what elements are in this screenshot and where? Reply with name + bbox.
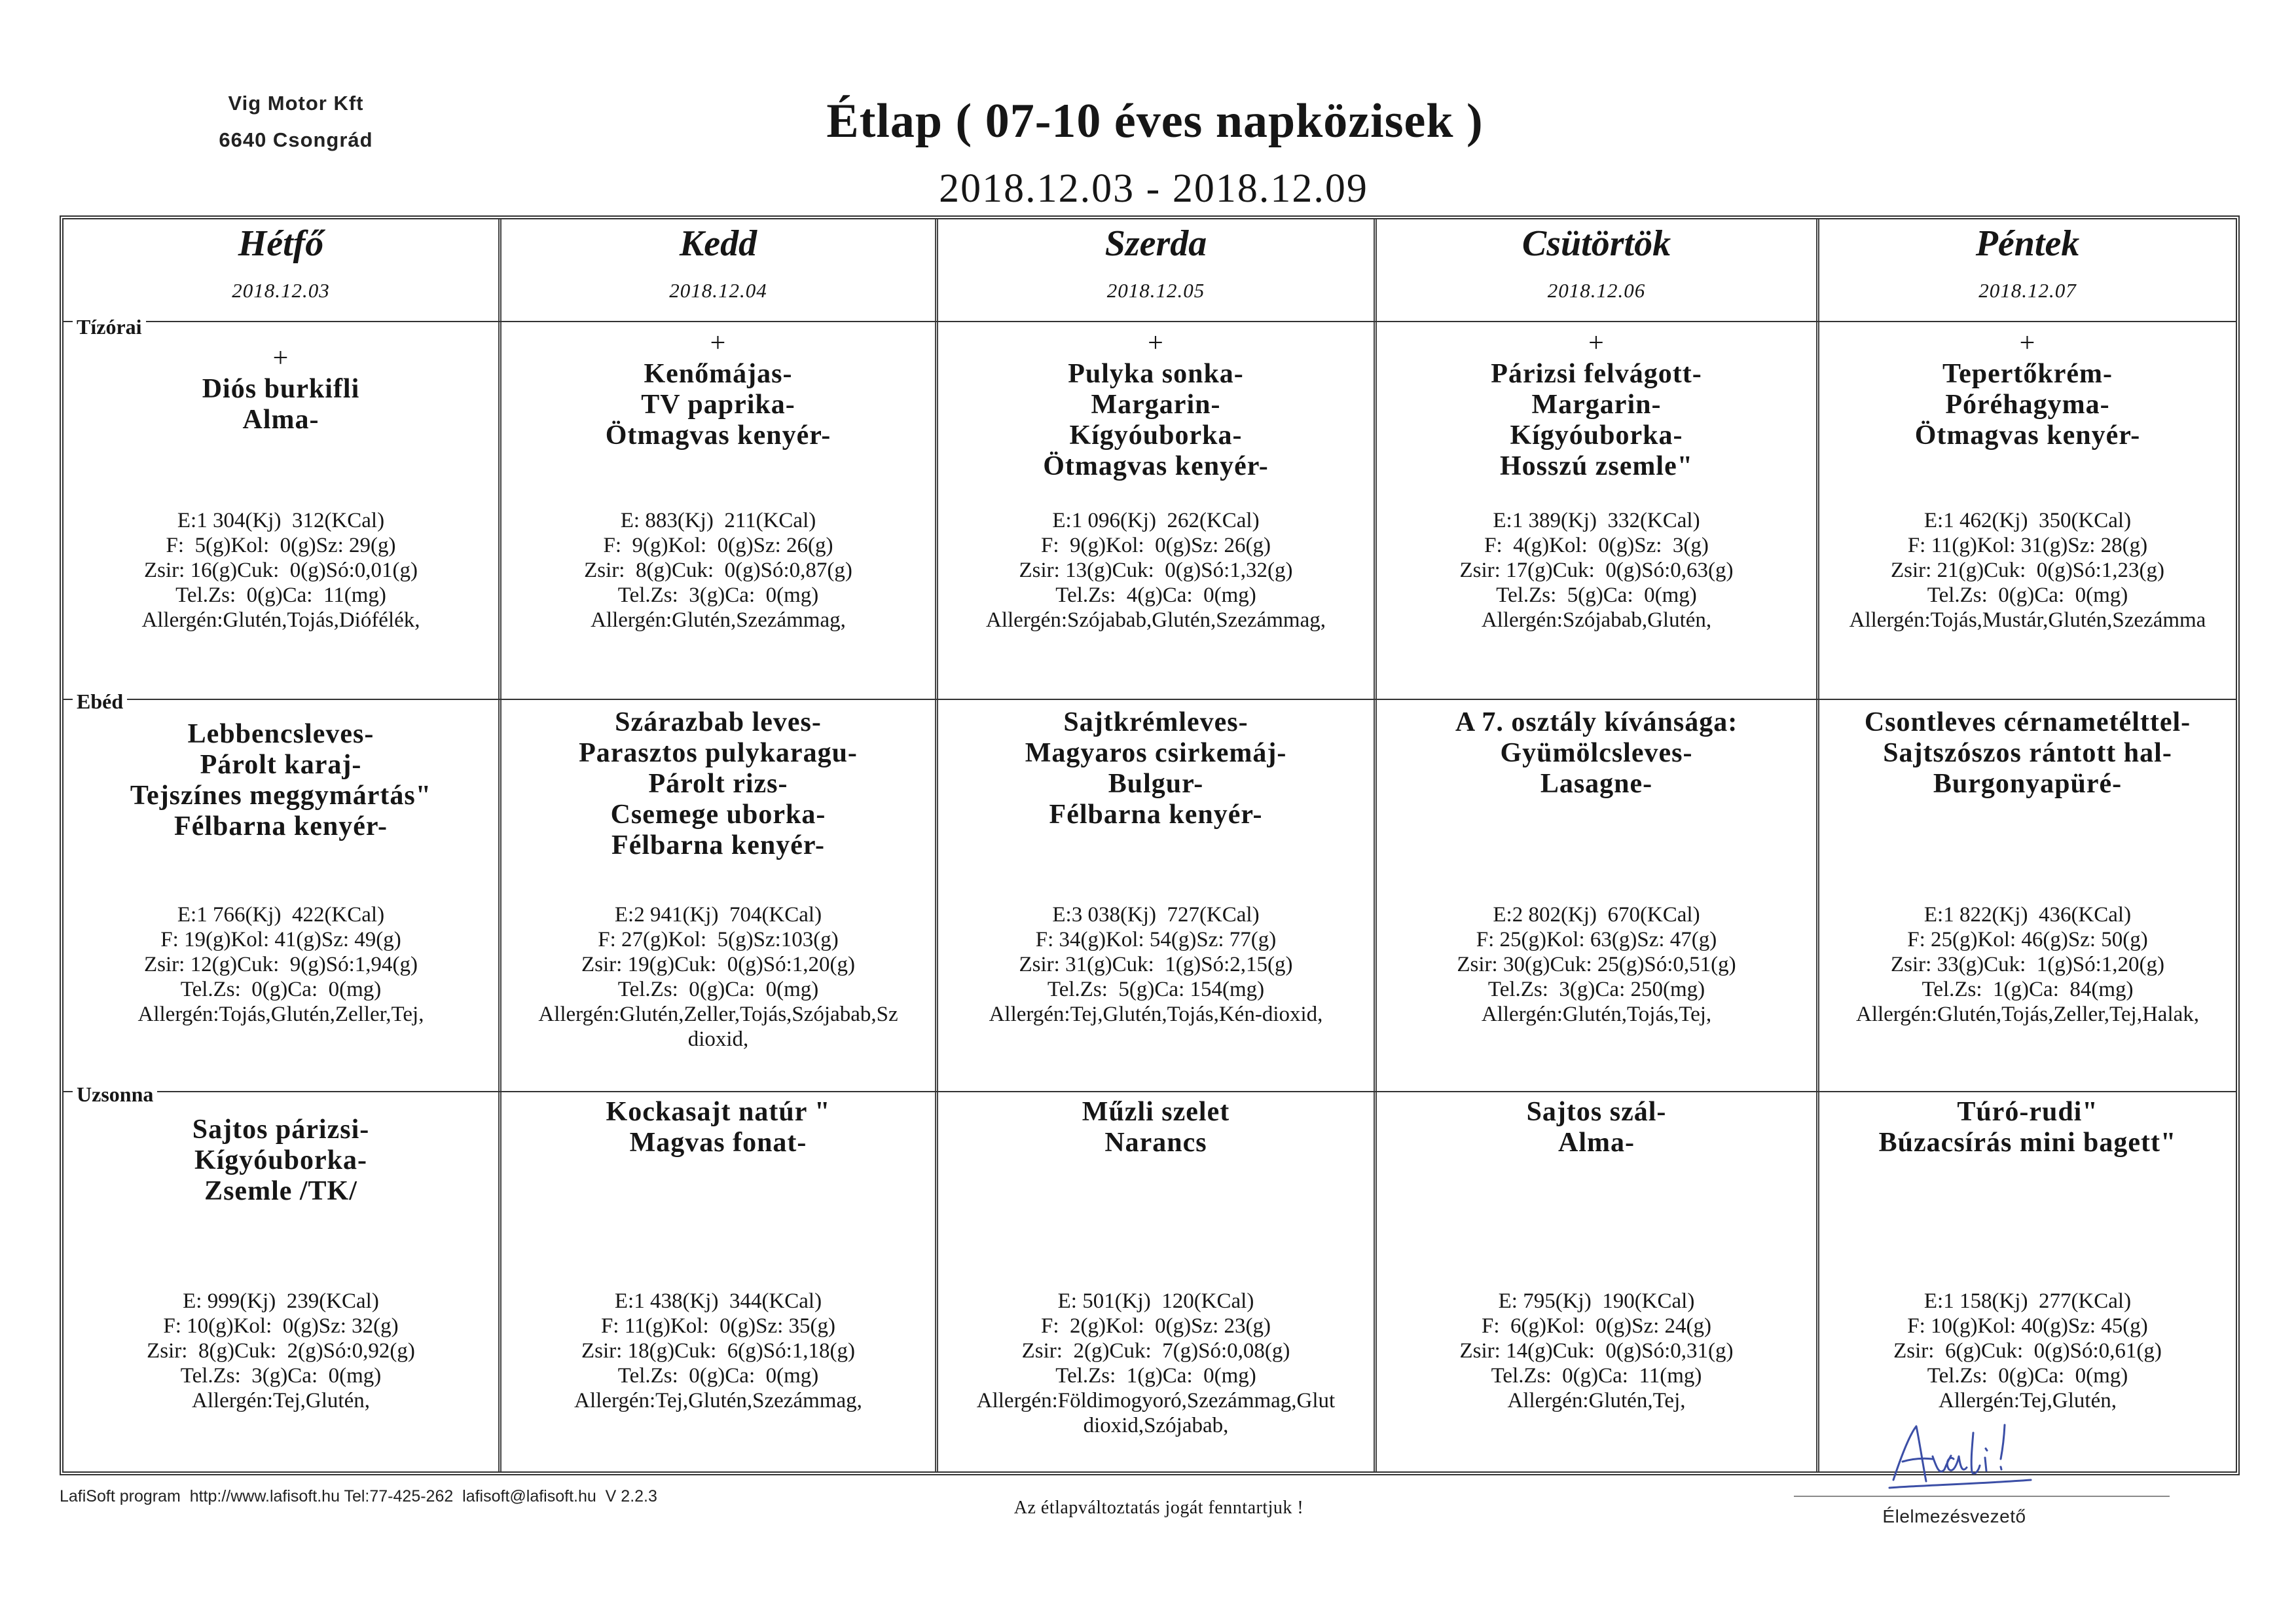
- menu-table: [60, 215, 2240, 1475]
- menu-items: [1377, 328, 1816, 482]
- nutrition-line: F: 4(g)Kol: 0(g)Sz: 3(g): [1484, 534, 1709, 557]
- nutrition-line: Zsir: 33(g)Cuk: 1(g)Só:1,20(g): [1891, 953, 2164, 976]
- nutrition-line: Zsir: 19(g)Cuk: 0(g)Só:1,20(g): [581, 953, 855, 976]
- food-item: Margarin-: [1531, 390, 1662, 420]
- nutrition-line: E:1 158(Kj) 277(KCal): [1923, 1289, 2132, 1313]
- nutrition-line: E:1 766(Kj) 422(KCal): [177, 903, 385, 927]
- nutrition-line: Tel.Zs: 0(g)Ca: 0(mg): [1927, 583, 2128, 607]
- food-item: Szárazbab leves-: [615, 707, 822, 737]
- nutrition-line: Tel.Zs: 4(g)Ca: 0(mg): [1055, 583, 1256, 607]
- nutrition-line: Zsir: 18(g)Cuk: 6(g)Só:1,18(g): [581, 1339, 855, 1363]
- meal-label-tizorai: Tízórai: [73, 315, 146, 339]
- nutrition-block: [64, 1289, 498, 1413]
- food-item: Póréhagyma-: [1945, 390, 2110, 420]
- nutrition-line: dioxid,: [687, 1027, 749, 1051]
- nutrition-line: Tel.Zs: 0(g)Ca: 0(mg): [617, 1364, 819, 1388]
- section-divider: [64, 321, 2236, 322]
- nutrition-line: Allergén:Tojás,Glutén,Zeller,Tej,: [137, 1003, 424, 1026]
- plus-sign: +: [2019, 328, 2036, 358]
- nutrition-line: F: 9(g)Kol: 0(g)Sz: 26(g): [603, 534, 833, 557]
- food-item: Párizsi felvágott-: [1491, 359, 1702, 389]
- food-item: Kígyóuborka-: [1510, 420, 1683, 451]
- food-item: Lasagne-: [1540, 769, 1653, 799]
- nutrition-block: [1377, 508, 1816, 633]
- section-divider: [64, 699, 2236, 700]
- nutrition-line: E:1 822(Kj) 436(KCal): [1923, 903, 2132, 927]
- nutrition-line: Zsir: 6(g)Cuk: 0(g)Só:0,61(g): [1893, 1339, 2162, 1363]
- nutrition-line: Zsir: 16(g)Cuk: 0(g)Só:0,01(g): [144, 559, 418, 582]
- food-item: Félbarna kenyér-: [611, 830, 825, 860]
- nutrition-line: Tel.Zs: 0(g)Ca: 0(mg): [1927, 1364, 2128, 1388]
- nutrition-line: E: 883(Kj) 211(KCal): [620, 509, 816, 532]
- day-name: Kedd: [679, 223, 757, 264]
- nutrition-line: E:1 438(Kj) 344(KCal): [614, 1289, 822, 1313]
- nutrition-line: Zsir: 14(g)Cuk: 0(g)Só:0,31(g): [1459, 1339, 1734, 1363]
- nutrition-line: Tel.Zs: 3(g)Ca: 250(mg): [1487, 978, 1705, 1001]
- menu-items: [1819, 707, 2236, 800]
- nutrition-line: F: 11(g)Kol: 31(g)Sz: 28(g): [1907, 534, 2148, 557]
- day-date: 2018.12.04: [669, 279, 767, 302]
- food-item: Magvas fonat-: [629, 1128, 807, 1158]
- day-name: Csütörtök: [1522, 223, 1671, 264]
- food-item: Félbarna kenyér-: [174, 811, 388, 841]
- nutrition-line: F: 6(g)Kol: 0(g)Sz: 24(g): [1481, 1314, 1712, 1338]
- food-item: Párolt karaj-: [200, 750, 362, 780]
- nutrition-line: F: 10(g)Kol: 40(g)Sz: 45(g): [1907, 1314, 2148, 1338]
- nutrition-line: E:2 941(Kj) 704(KCal): [614, 903, 822, 927]
- menu-items: [64, 719, 498, 842]
- nutrition-line: E: 999(Kj) 239(KCal): [183, 1289, 379, 1313]
- food-item: Burgonyapüré-: [1933, 769, 2123, 799]
- day-name: Szerda: [1104, 223, 1207, 264]
- nutrition-line: Allergén:Tej,Glutén,: [1938, 1389, 2117, 1412]
- day-column: [1374, 219, 1816, 1471]
- day-column: [935, 219, 1374, 1471]
- nutrition-line: E:3 038(Kj) 727(KCal): [1052, 903, 1260, 927]
- nutrition-line: Zsir: 13(g)Cuk: 0(g)Só:1,32(g): [1019, 559, 1293, 582]
- nutrition-line: F: 2(g)Kol: 0(g)Sz: 23(g): [1040, 1314, 1271, 1338]
- food-item: Kígyóuborka-: [1069, 420, 1243, 451]
- nutrition-block: [64, 508, 498, 633]
- nutrition-line: Allergén:Glutén,Tojás,Tej,: [1481, 1003, 1712, 1026]
- nutrition-line: F: 25(g)Kol: 63(g)Sz: 47(g): [1476, 928, 1717, 951]
- food-item: Hosszú zsemle": [1499, 451, 1694, 481]
- nutrition-line: Allergén:Tojás,Mustár,Glutén,Szezámma: [1849, 608, 2206, 632]
- nutrition-line: Tel.Zs: 0(g)Ca: 11(mg): [175, 583, 386, 607]
- food-item: Magyaros csirkemáj-: [1025, 738, 1287, 768]
- nutrition-line: Allergén:Földimogyoró,Szezámmag,Glut: [976, 1389, 1336, 1412]
- nutrition-line: Allergén:Glutén,Zeller,Tojás,Szójabab,Sz: [538, 1003, 898, 1026]
- menu-items: [501, 1097, 935, 1158]
- nutrition-line: Zsir: 30(g)Cuk: 25(g)Só:0,51(g): [1457, 953, 1736, 976]
- nutrition-line: E:1 304(Kj) 312(KCal): [177, 509, 385, 532]
- food-item: Pulyka sonka-: [1068, 359, 1244, 389]
- signature-line: [1794, 1496, 2170, 1497]
- nutrition-block: [1377, 1289, 1816, 1413]
- nutrition-line: F: 5(g)Kol: 0(g)Sz: 29(g): [166, 534, 396, 557]
- nutrition-line: E:2 802(Kj) 670(KCal): [1493, 903, 1700, 927]
- nutrition-line: Zsir: 8(g)Cuk: 2(g)Só:0,92(g): [147, 1339, 415, 1363]
- nutrition-line: F: 34(g)Kol: 54(g)Sz: 77(g): [1035, 928, 1277, 951]
- plus-sign: +: [272, 343, 289, 373]
- nutrition-line: Allergén:Glutén,Tojás,Zeller,Tej,Halak,: [1855, 1003, 2200, 1026]
- nutrition-line: E:1 389(Kj) 332(KCal): [1493, 509, 1700, 532]
- nutrition-line: Allergén:Glutén,Tojás,Diófélék,: [141, 608, 420, 632]
- nutrition-line: F: 9(g)Kol: 0(g)Sz: 26(g): [1040, 534, 1271, 557]
- nutrition-line: Zsir: 31(g)Cuk: 1(g)Só:2,15(g): [1019, 953, 1293, 976]
- menu-items: [938, 707, 1374, 830]
- nutrition-line: Allergén:Tej,Glutén,Szezámmag,: [574, 1389, 862, 1412]
- nutrition-line: Tel.Zs: 5(g)Ca: 0(mg): [1496, 583, 1697, 607]
- food-item: Kockasajt natúr ": [606, 1097, 831, 1127]
- nutrition-line: F: 19(g)Kol: 41(g)Sz: 49(g): [160, 928, 401, 951]
- nutrition-line: Allergén:Szójabab,Glutén,Szezámmag,: [986, 608, 1326, 632]
- food-item: Tepertőkrém-: [1942, 359, 2113, 389]
- nutrition-block: [1819, 508, 2236, 633]
- meal-label-uzsonna: Uzsonna: [73, 1082, 157, 1106]
- menu-items: [938, 1097, 1374, 1158]
- food-item: Sajtszószos rántott hal-: [1883, 738, 2172, 768]
- day-name: Hétfő: [238, 223, 324, 264]
- nutrition-line: E: 501(Kj) 120(KCal): [1057, 1289, 1254, 1313]
- software-info: LafiSoft program http://www.lafisoft.hu Tel:77-425-262 lafisoft@lafisoft.hu V 2.2.3: [60, 1487, 657, 1505]
- date-range: 2018.12.03 - 2018.12.09: [939, 166, 1368, 211]
- menu-items: [64, 1115, 498, 1207]
- day-column: [1816, 219, 2236, 1471]
- nutrition-line: Tel.Zs: 1(g)Ca: 0(mg): [1055, 1364, 1256, 1388]
- food-item: Diós burkifli: [202, 374, 360, 404]
- food-item: Tejszínes meggymártás": [130, 781, 432, 811]
- nutrition-line: F: 10(g)Kol: 0(g)Sz: 32(g): [163, 1314, 399, 1338]
- nutrition-line: Zsir: 8(g)Cuk: 0(g)Só:0,87(g): [584, 559, 852, 582]
- food-item: A 7. osztály kívánsága:: [1455, 707, 1738, 737]
- food-item: Csemege uborka-: [610, 800, 826, 830]
- food-item: Kígyóuborka-: [194, 1145, 368, 1175]
- food-item: Alma-: [1558, 1128, 1635, 1158]
- nutrition-line: Zsir: 2(g)Cuk: 7(g)Só:0,08(g): [1021, 1339, 1290, 1363]
- nutrition-line: Allergén:Tej,Glutén,Tojás,Kén-dioxid,: [989, 1003, 1323, 1026]
- nutrition-line: Allergén:Tej,Glutén,: [191, 1389, 370, 1412]
- food-item: Csontleves cérnametélttel-: [1864, 707, 2191, 737]
- food-item: Sajtos párizsi-: [192, 1115, 370, 1145]
- handwritten-signature: [1886, 1420, 2043, 1493]
- food-item: Margarin-: [1091, 390, 1221, 420]
- day-name: Péntek: [1975, 223, 2080, 264]
- nutrition-line: F: 27(g)Kol: 5(g)Sz:103(g): [598, 928, 839, 951]
- food-item: Alma-: [242, 405, 319, 435]
- nutrition-line: Tel.Zs: 0(g)Ca: 11(mg): [1491, 1364, 1702, 1388]
- nutrition-line: Zsir: 12(g)Cuk: 9(g)Só:1,94(g): [144, 953, 418, 976]
- day-date: 2018.12.06: [1547, 279, 1646, 302]
- menu-items: [501, 328, 935, 451]
- signature-label: Élelmezésvezető: [1882, 1506, 2026, 1526]
- nutrition-line: Tel.Zs: 3(g)Ca: 0(mg): [180, 1364, 382, 1388]
- nutrition-block: [938, 508, 1374, 633]
- nutrition-line: Tel.Zs: 1(g)Ca: 84(mg): [1922, 978, 2134, 1001]
- nutrition-line: F: 11(g)Kol: 0(g)Sz: 35(g): [600, 1314, 836, 1338]
- nutrition-line: E:1 096(Kj) 262(KCal): [1052, 509, 1260, 532]
- company-name: Vig Motor Kft: [228, 92, 364, 115]
- food-item: Túró-rudi": [1957, 1097, 2098, 1127]
- nutrition-block: [501, 902, 935, 1052]
- food-item: Búzacsírás mini bagett": [1878, 1128, 2177, 1158]
- nutrition-line: E: 795(Kj) 190(KCal): [1498, 1289, 1695, 1313]
- food-item: Bulgur-: [1108, 769, 1204, 799]
- day-columns: [64, 219, 2236, 1471]
- food-item: Kenőmájas-: [644, 359, 793, 389]
- menu-items: [501, 707, 935, 861]
- nutrition-line: Allergén:Szójabab,Glutén,: [1481, 608, 1712, 632]
- menu-items: [1377, 707, 1816, 800]
- nutrition-line: dioxid,Szójabab,: [1083, 1414, 1229, 1437]
- nutrition-block: [938, 1289, 1374, 1438]
- nutrition-line: F: 25(g)Kol: 46(g)Sz: 50(g): [1907, 928, 2148, 951]
- change-notice: Az étlapváltoztatás jogát fenntartjuk !: [1013, 1498, 1304, 1518]
- menu-items: [1819, 1097, 2236, 1158]
- nutrition-block: [64, 902, 498, 1027]
- food-item: Párolt rizs-: [648, 769, 788, 799]
- food-item: Zsemle /TK/: [204, 1176, 357, 1206]
- company-address: 6640 Csongrád: [219, 128, 373, 151]
- nutrition-block: [501, 1289, 935, 1413]
- nutrition-block: [1377, 902, 1816, 1027]
- section-divider: [64, 1091, 2236, 1092]
- food-item: TV paprika-: [641, 390, 795, 420]
- page-title: Étlap ( 07-10 éves napközisek ): [826, 94, 1484, 148]
- food-item: Félbarna kenyér-: [1049, 800, 1263, 830]
- food-item: Lebbencsleves-: [187, 719, 374, 749]
- nutrition-line: Allergén:Glutén,Szezámmag,: [591, 608, 846, 632]
- nutrition-block: [938, 902, 1374, 1027]
- menu-items: [938, 328, 1374, 482]
- nutrition-line: Tel.Zs: 5(g)Ca: 154(mg): [1047, 978, 1265, 1001]
- day-column: [498, 219, 935, 1471]
- nutrition-block: [501, 508, 935, 633]
- food-item: Narancs: [1104, 1128, 1207, 1158]
- food-item: Sajtos szál-: [1526, 1097, 1667, 1127]
- nutrition-line: Tel.Zs: 0(g)Ca: 0(mg): [180, 978, 382, 1001]
- nutrition-line: Allergén:Glutén,Tej,: [1507, 1389, 1686, 1412]
- nutrition-line: Tel.Zs: 3(g)Ca: 0(mg): [617, 583, 819, 607]
- nutrition-line: E:1 462(Kj) 350(KCal): [1923, 509, 2132, 532]
- food-item: Ötmagvas kenyér-: [1043, 451, 1269, 481]
- nutrition-line: Zsir: 17(g)Cuk: 0(g)Só:0,63(g): [1459, 559, 1734, 582]
- nutrition-line: Zsir: 21(g)Cuk: 0(g)Só:1,23(g): [1891, 559, 2164, 582]
- plus-sign: +: [1148, 328, 1164, 358]
- nutrition-line: Tel.Zs: 0(g)Ca: 0(mg): [617, 978, 819, 1001]
- day-date: 2018.12.03: [232, 279, 330, 302]
- food-item: Ötmagvas kenyér-: [1914, 420, 2141, 451]
- day-column: [64, 219, 498, 1471]
- menu-items: [1819, 328, 2236, 451]
- meal-label-ebed: Ebéd: [73, 690, 127, 713]
- food-item: Ötmagvas kenyér-: [605, 420, 831, 451]
- plus-sign: +: [710, 328, 727, 358]
- food-item: Sajtkrémleves-: [1063, 707, 1248, 737]
- food-item: Műzli szelet: [1082, 1097, 1230, 1127]
- menu-items: [64, 343, 498, 435]
- day-date: 2018.12.05: [1106, 279, 1205, 302]
- day-date: 2018.12.07: [1978, 279, 2077, 302]
- food-item: Gyümölcsleves-: [1500, 738, 1693, 768]
- plus-sign: +: [1588, 328, 1605, 358]
- menu-items: [1377, 1097, 1816, 1158]
- nutrition-block: [1819, 1289, 2236, 1413]
- food-item: Parasztos pulykaragu-: [579, 738, 858, 768]
- nutrition-block: [1819, 902, 2236, 1027]
